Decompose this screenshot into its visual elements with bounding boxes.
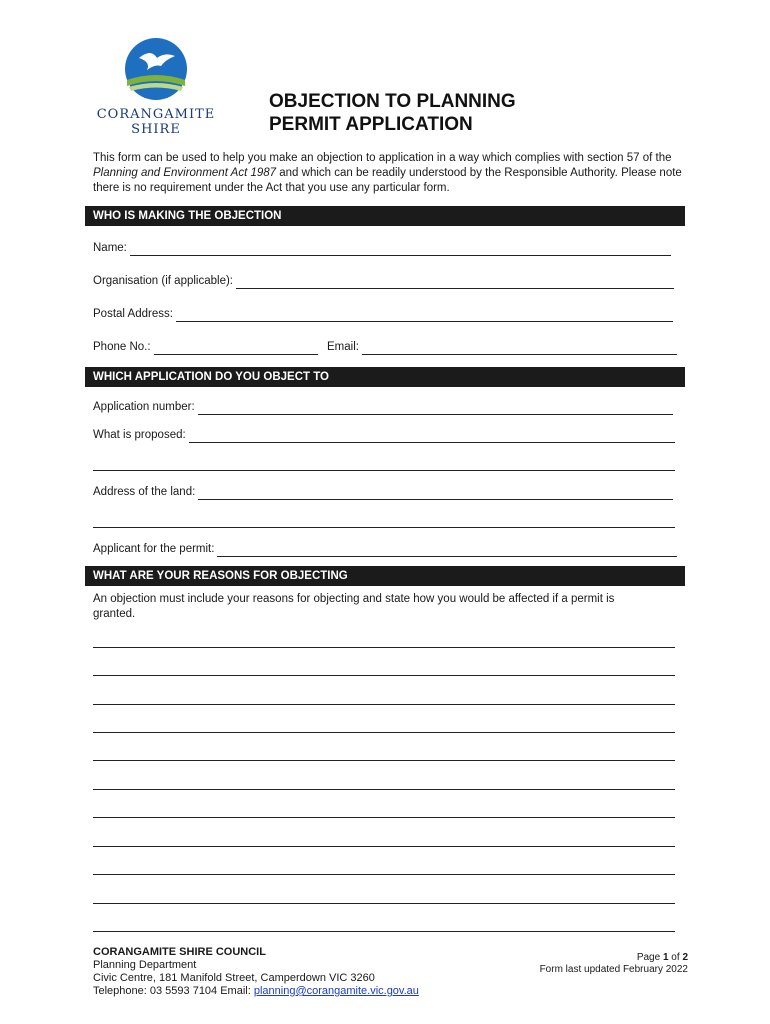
address-land-input-line[interactable] [198,487,673,500]
act-name: Planning and Environment Act 1987 [93,167,277,179]
page-label: Page [636,952,663,963]
reasons-line[interactable] [93,789,675,790]
phone-field[interactable] [93,339,318,355]
intro-text-2: and which can be readily understood by the Responsible Authority. Please note there is no requirement under the Act that you use any particular form. [93,167,682,194]
postal-address-field[interactable] [93,306,673,322]
reasons-line[interactable] [93,704,675,705]
organisation-label: Organisation (if applicable): [93,275,233,287]
page-number [540,952,688,964]
applicant-input-line[interactable] [217,544,677,557]
logo-text-line1: CORANGAMITE [96,107,216,122]
footer-org: CORANGAMITE SHIRE COUNCIL [93,946,266,958]
title-line1: OBJECTION TO PLANNING [269,91,516,112]
form-updated: Form last updated February 2022 [539,964,688,975]
reasons-line[interactable] [93,647,675,648]
name-field[interactable] [93,240,671,256]
reasons-note: An objection must include your reasons for objecting and state how you would be affected if a permit is granted. [93,593,615,620]
reasons-line[interactable] [93,817,675,818]
reasons-line[interactable] [93,931,675,932]
organisation-field[interactable] [93,273,674,289]
footer-telephone-line [93,985,419,998]
reasons-line[interactable] [93,675,675,676]
intro-text-1: This form can be used to help you make an objection to application in a way which complies with section 57 of the [93,152,672,164]
application-number-field[interactable] [93,399,673,415]
page-total: 2 [682,952,688,963]
reasons-line[interactable] [93,874,675,875]
section-header-reasons: WHAT ARE YOUR REASONS FOR OBJECTING [85,566,685,586]
proposed-field[interactable] [93,427,675,443]
phone-label: Phone No.: [93,341,151,353]
email-field[interactable] [327,339,677,355]
footer-dept: Planning Department [93,959,197,971]
reasons-line[interactable] [93,903,675,904]
email-input-line[interactable] [362,342,677,355]
reasons-line[interactable] [93,760,675,761]
footer-address: Civic Centre, 181 Manifold Street, Camperdown VIC 3260 [93,972,375,984]
email-label: Email: [327,341,359,353]
reasons-line[interactable] [93,732,675,733]
footer-page-info [540,952,688,976]
proposed-continuation-line[interactable] [93,470,675,471]
section-header-which: WHICH APPLICATION DO YOU OBJECT TO [85,367,685,387]
footer-telephone: Telephone: 03 5593 7104 Email: [93,985,254,997]
name-label: Name: [93,242,127,254]
intro-paragraph [93,151,683,196]
proposed-input-line[interactable] [189,430,675,443]
proposed-label: What is proposed: [93,429,186,441]
footer-contact [93,946,419,998]
form-title [269,90,516,136]
address-land-label: Address of the land: [93,486,196,498]
footer-email-link[interactable]: planning@corangamite.vic.gov.au [253,985,419,997]
address-land-continuation-line[interactable] [93,527,675,528]
logo-text-line2: SHIRE [131,122,181,137]
name-input-line[interactable] [130,243,671,256]
page-of: of [668,952,683,963]
page-current: 1 [662,952,669,963]
application-number-label: Application number: [93,401,195,413]
title-line2: PERMIT APPLICATION [269,114,473,135]
application-number-input-line[interactable] [198,402,673,415]
applicant-field[interactable] [93,541,677,557]
postal-address-input-line[interactable] [176,309,673,322]
phone-input-line[interactable] [154,342,318,355]
address-land-field[interactable] [93,484,673,500]
section-header-who: WHO IS MAKING THE OBJECTION [85,206,685,226]
council-logo [92,36,220,140]
reasons-line[interactable] [93,846,675,847]
logo-emblem-icon [117,36,195,106]
organisation-input-line[interactable] [236,276,674,289]
applicant-label: Applicant for the permit: [93,543,215,555]
postal-address-label: Postal Address: [93,308,173,320]
